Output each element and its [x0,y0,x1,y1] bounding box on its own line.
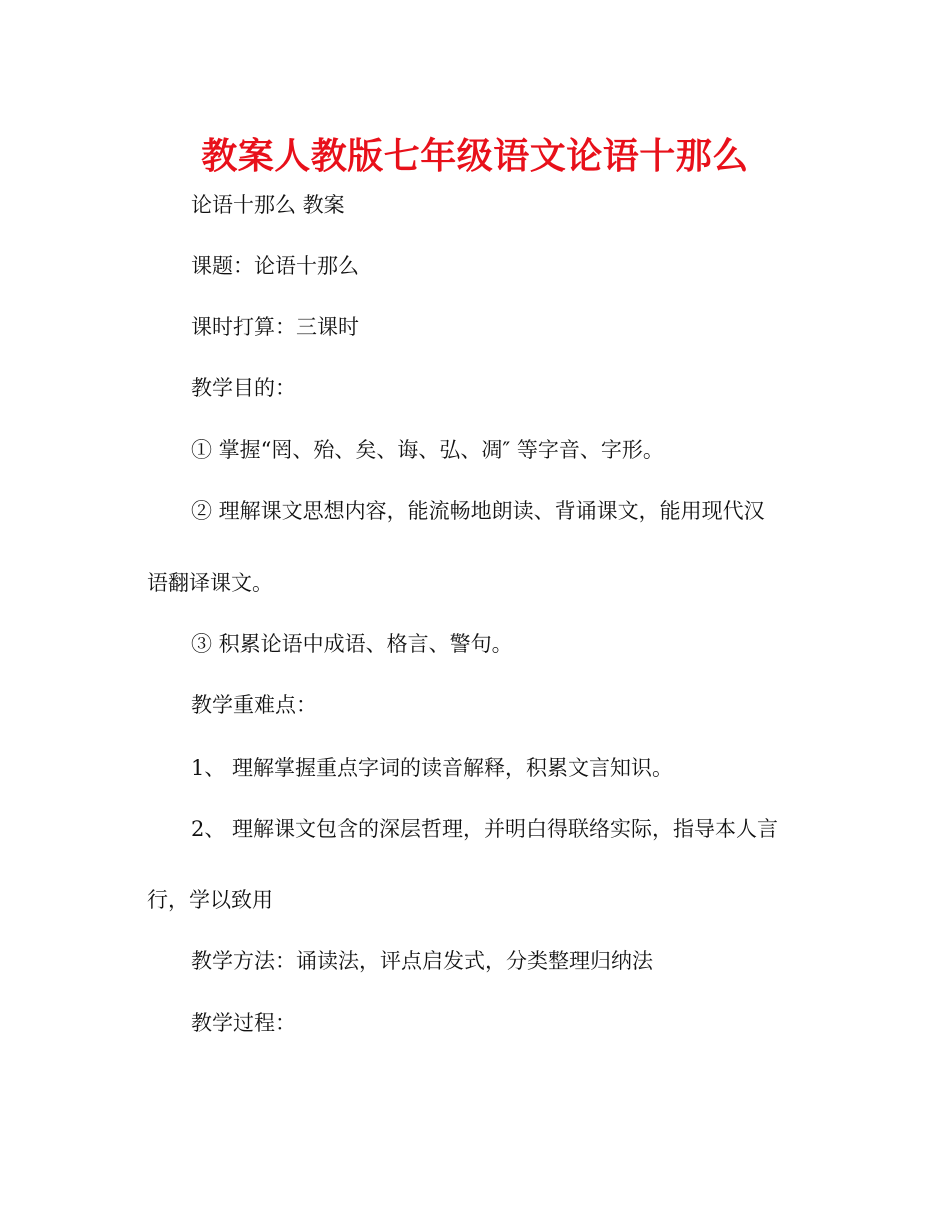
paragraph-objectives-heading: 教学目的： [191,376,296,400]
paragraph-objective-2: ② 理解课文思想内容，能流畅地朗读、背诵课文，能用现代汉 [191,499,765,523]
paragraph-key-points-heading: 教学重难点： [191,693,317,717]
paragraph-topic: 课题：论语十那么 [191,254,359,278]
paragraph-heading: 论语十那么 教案 [191,193,345,217]
paragraph-key-point-2-continued: 行，学以致用 [147,888,273,912]
paragraph-process-heading: 教学过程： [191,1011,296,1035]
paragraph-objective-3: ③ 积累论语中成语、格言、警句。 [191,632,513,656]
paragraph-objective-1: ① 掌握“罔、殆、矣、诲、弘、凋″ 等字音、字形。 [191,438,664,462]
paragraph-periods: 课时打算：三课时 [191,315,359,339]
paragraph-objective-2-continued: 语翻译课文。 [147,571,273,595]
paragraph-key-point-1: 1、 理解掌握重点字词的读音解释，积累文言知识。 [191,756,674,780]
document-title: 教案人教版七年级语文论语十那么 [201,136,749,177]
paragraph-key-point-2: 2、 理解课文包含的深层哲理，并明白得联络实际，指导本人言 [191,817,779,841]
paragraph-methods: 教学方法：诵读法，评点启发式，分类整理归纳法 [191,949,653,973]
